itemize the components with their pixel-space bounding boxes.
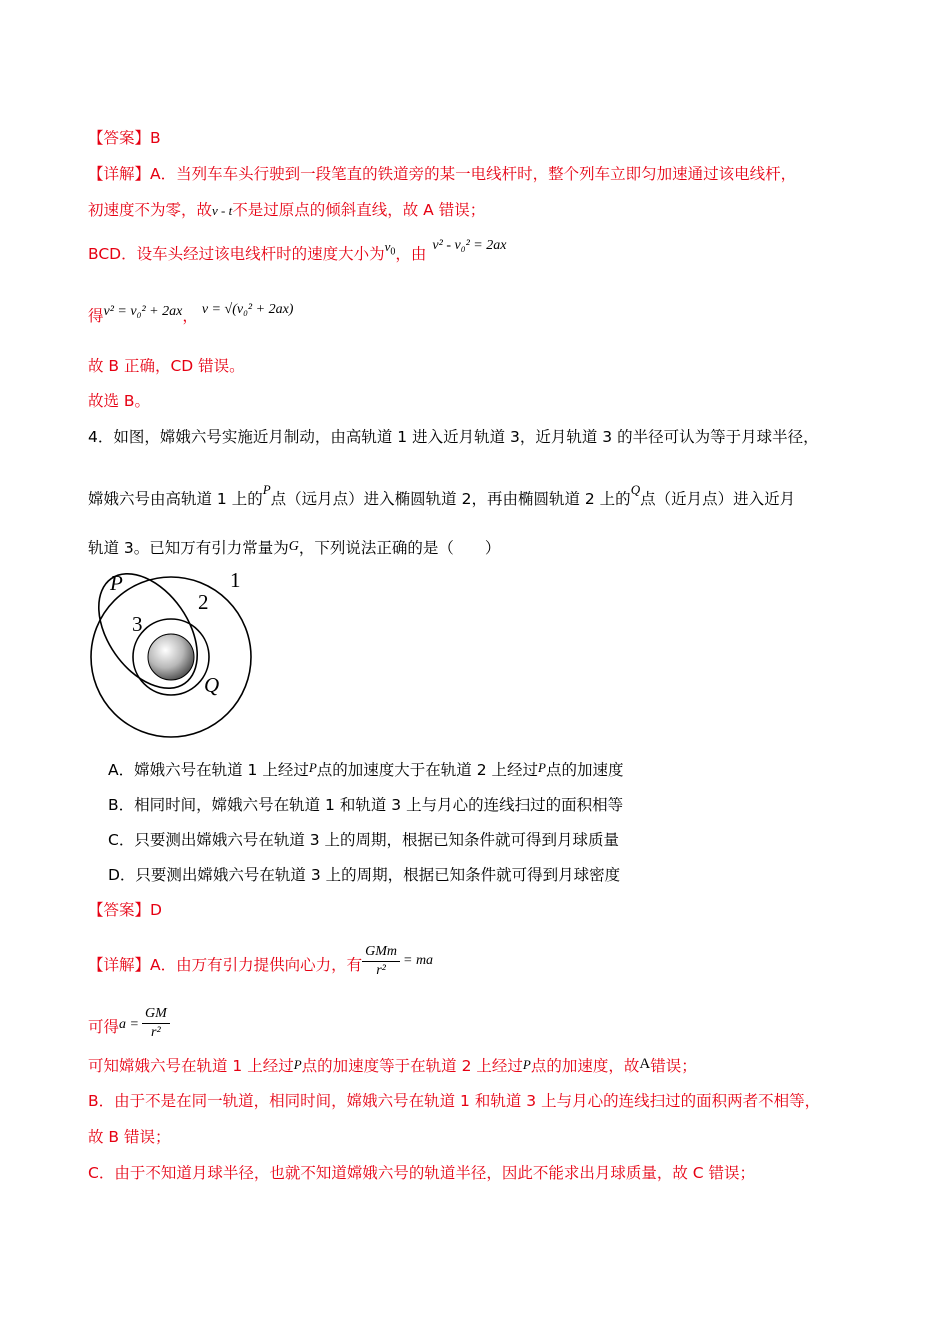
moon xyxy=(148,634,194,680)
bcd-text-b: ，由 xyxy=(395,245,427,263)
q4-c-line: C．由于不知道月球半径，也就不知道嫦娥六号的轨道半径，因此不能求出月球质量，故 C 错误； xyxy=(88,1164,756,1182)
q4-stem3-b: ，下列说法正确的是（ ） xyxy=(298,539,501,557)
q4-derive-line xyxy=(88,1006,170,1046)
derive-line xyxy=(88,302,294,328)
orbit-2 xyxy=(88,568,220,706)
q4-b-line-1: B．由于不是在同一轨道，相同时间，嫦娥六号在轨道 1 和轨道 3 上与月心的连线扫过的面积两者不相等， xyxy=(88,1092,821,1110)
bcd-text-a: BCD．设车头经过该电线杆时的速度大小为 xyxy=(88,245,385,263)
q4-kz-d: 错误； xyxy=(650,1057,697,1075)
velocity-equation: v = √(v₀² + 2ax) xyxy=(201,302,294,317)
option-a-text-c: 点的加速度 xyxy=(545,761,624,779)
Q-symbol: Q xyxy=(630,482,641,497)
label-1: 1 xyxy=(230,568,241,592)
option-a-text-b: 点的加速度大于在轨道 2 上经过 xyxy=(316,761,538,779)
answer-label-q3: 【答案】B xyxy=(88,129,161,147)
option-a-P2: P xyxy=(538,760,546,775)
q4-detail-text-a: 【详解】A．由万有引力提供向心力，有 xyxy=(88,956,363,974)
derive-text-a: 得 xyxy=(88,307,104,325)
kinematics-equation: v² - v₀² = 2ax xyxy=(432,238,507,253)
P-symbol: P xyxy=(262,482,271,497)
label-P: P xyxy=(110,571,123,595)
conclusion-line-2: 故选 B。 xyxy=(88,392,151,410)
vt-math: v - t xyxy=(212,203,233,218)
option-b: B．相同时间，嫦娥六号在轨道 1 和轨道 3 上与月心的连线扫过的面积相等 xyxy=(108,796,624,814)
q4-derive-text-a: 可得 xyxy=(88,1018,120,1036)
option-d: D．只要测出嫦娥六号在轨道 3 上的周期，根据已知条件就可得到月球密度 xyxy=(108,866,621,884)
q4-stem2-c: 点（近月点）进入近月 xyxy=(640,490,796,508)
G-symbol: G xyxy=(288,539,299,554)
gravity-fraction xyxy=(362,943,400,980)
label-3: 3 xyxy=(132,612,143,636)
q4-stem2-b: 点（远月点）进入椭圆轨道 2，再由椭圆轨道 2 上的 xyxy=(270,490,631,508)
q4-kz-A: A xyxy=(639,1056,651,1072)
q4-kz-P1: P xyxy=(293,1057,302,1072)
option-a-text-a: A．嫦娥六号在轨道 1 上经过 xyxy=(108,761,309,779)
q4-conclusion-a xyxy=(88,1056,697,1077)
label-Q: Q xyxy=(204,673,220,697)
option-a-P1: P xyxy=(308,760,317,775)
answer-label-q4: 【答案】D xyxy=(88,901,162,919)
q4-stem-line-3 xyxy=(88,538,500,560)
acceleration-lhs: a = xyxy=(119,1017,139,1032)
bcd-line xyxy=(88,238,507,271)
q4-stem3-a: 轨道 3。已知万有引力常量为 xyxy=(88,539,289,557)
gravity-rhs: = ma xyxy=(403,953,434,968)
derive-comma: ， xyxy=(182,307,198,325)
velocity-squared-equation: v² = v₀² + 2ax xyxy=(103,304,183,319)
v0-sub: 0 xyxy=(390,246,396,258)
detail-line-2-text-a: 初速度不为零，故 xyxy=(88,201,213,219)
q4-kz-b: 点的加速度等于在轨道 2 上经过 xyxy=(301,1057,523,1075)
q4-kz-P2: P xyxy=(522,1057,531,1072)
v0-math: v xyxy=(384,239,391,254)
q4-kz-a: 可知嫦娥六号在轨道 1 上经过 xyxy=(88,1057,294,1075)
q4-stem-line-1: 4．如图，嫦娥六号实施近月制动，由高轨道 1 进入近月轨道 3，近月轨道 3 的半径可认为等于月球半径， xyxy=(88,428,819,446)
q4-detail-line-1 xyxy=(88,944,434,984)
option-c: C．只要测出嫦娥六号在轨道 3 上的周期，根据已知条件就可得到月球质量 xyxy=(108,831,620,849)
q4-kz-c: 点的加速度，故 xyxy=(530,1057,640,1075)
detail-line-2-text-b: 不是过原点的倾斜直线，故 A 错误； xyxy=(232,201,486,219)
detail-line-1: 【详解】A．当列车车头行驶到一段笔直的铁道旁的某一电线杆时，整个列车立即匀加速通过该电线杆， xyxy=(88,165,797,183)
q4-stem-line-2 xyxy=(88,482,796,510)
orbit-diagram xyxy=(88,568,258,738)
option-a xyxy=(108,760,623,781)
acceleration-fraction-num: GM xyxy=(142,1005,170,1024)
q4-b-line-2: 故 B 错误； xyxy=(88,1128,171,1146)
label-2: 2 xyxy=(198,590,209,614)
q4-stem2-a: 嫦娥六号由高轨道 1 上的 xyxy=(88,490,263,508)
gravity-fraction-num: GMm xyxy=(362,943,400,962)
acceleration-fraction xyxy=(142,1005,170,1042)
detail-line-2 xyxy=(88,200,485,221)
conclusion-line-1: 故 B 正确，CD 错误。 xyxy=(88,357,245,375)
acceleration-fraction-den: r² xyxy=(151,1025,161,1040)
gravity-fraction-den: r² xyxy=(376,963,386,978)
